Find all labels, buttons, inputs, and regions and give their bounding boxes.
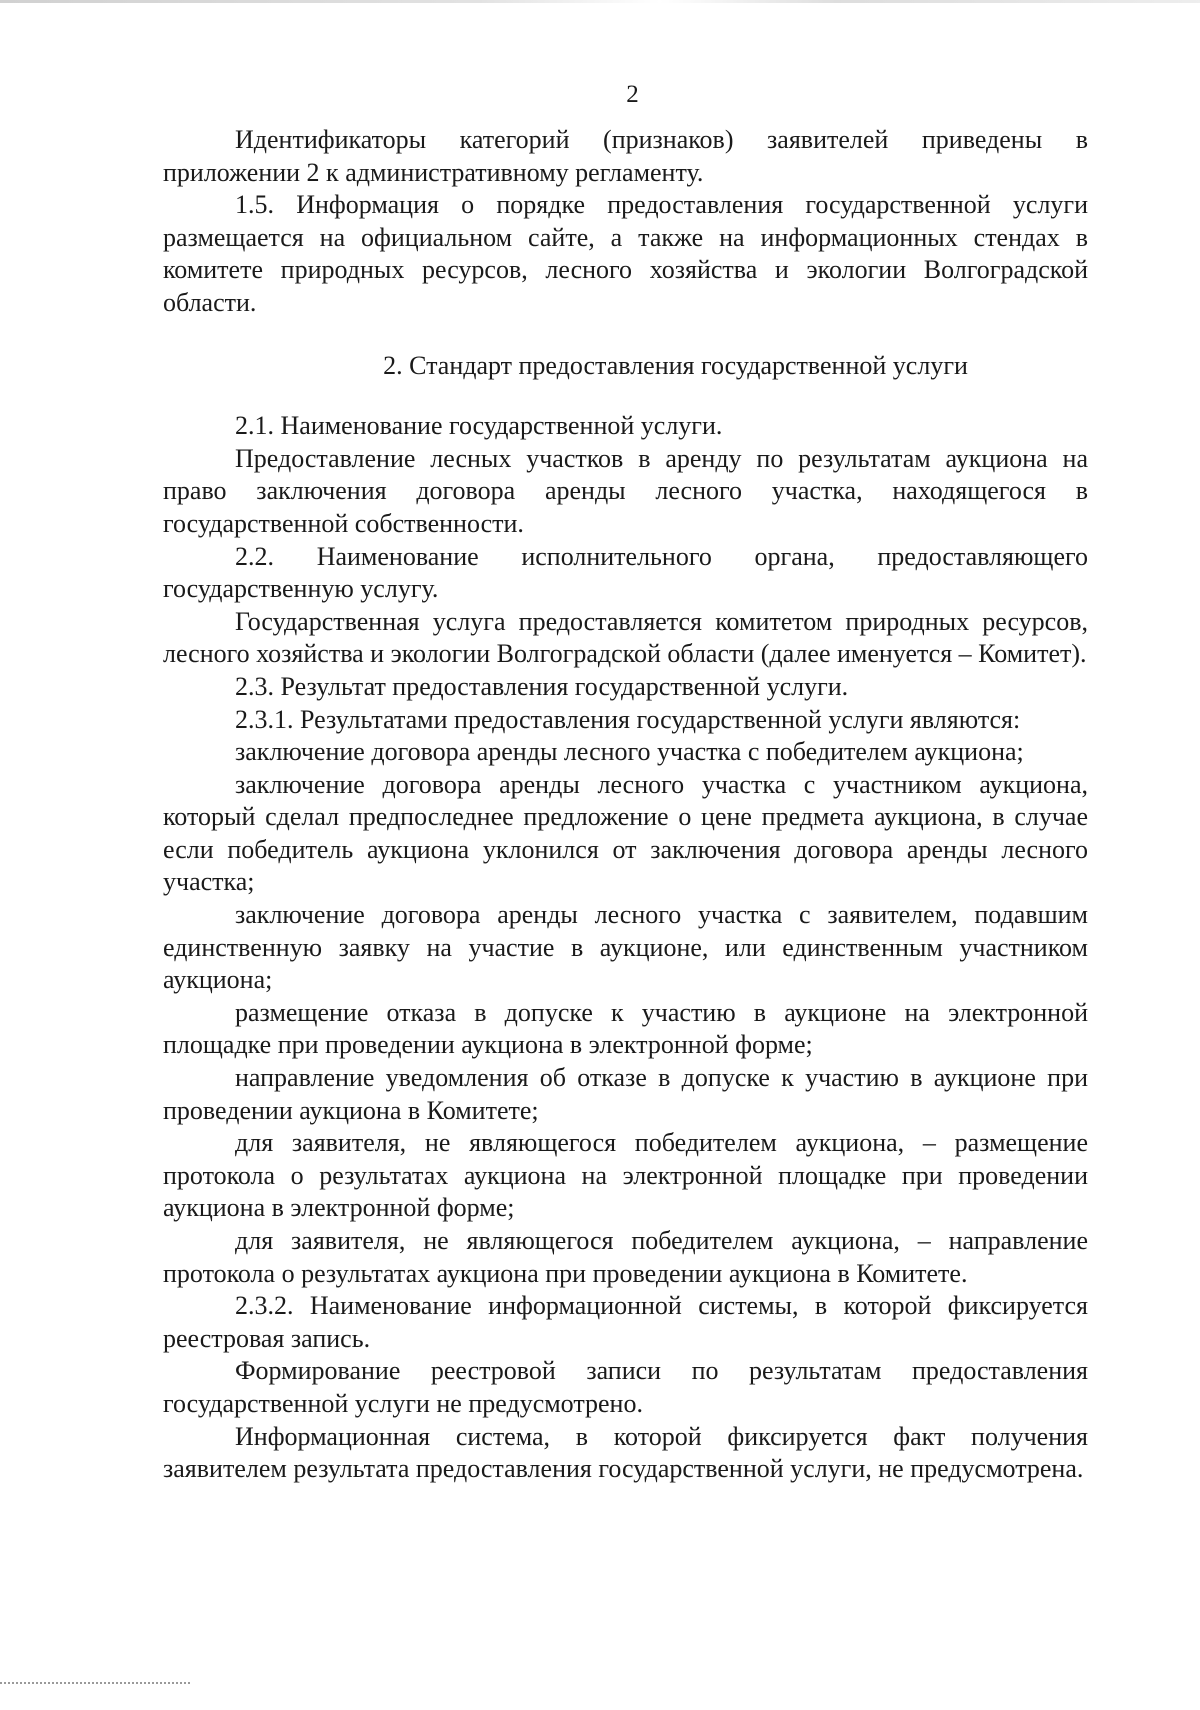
paragraph-registry-record: Формирование реестровой записи по результатам предоставления государственной услуги не предусмотрено.	[163, 1356, 1088, 1418]
scan-edge-top	[0, 0, 1200, 3]
list-item-result-refusal-electronic: размещение отказа в допуске к участию в аукционе на электронной площадке при проведении аукциона в электронной форме;	[163, 997, 1088, 1060]
paragraph-2-3-2-title: 2.3.2. Наименование информационной системы, в которой фиксируется реестровая запись.	[163, 1291, 1088, 1353]
list-item-result-single-applicant: заключение договора аренды лесного участка с заявителем, подавшим единственную заявку на участие в аукционе, или единственным участником аукциона;	[163, 900, 1088, 995]
paragraph-1-5-information: 1.5. Информация о порядке предоставления государственной услуги размещается на официальном сайте, а также на информационных стендах в комитете природных ресурсов, лесного хозяйства и экологии Волгоградской области.	[163, 190, 1088, 317]
section-heading-2: 2. Стандарт предоставления государственной услуги	[383, 350, 968, 380]
paragraph-2-3-title: 2.3. Результат предоставления государственной услуги.	[235, 671, 849, 701]
paragraph-2-1-title: 2.1. Наименование государственной услуги.	[235, 411, 723, 441]
list-item-result-protocol-committee: для заявителя, не являющегося победителем аукциона, – направление протокола о результатах аукциона при проведении аукциона в Комитете.	[163, 1226, 1088, 1288]
list-item-result-protocol-electronic: для заявителя, не являющегося победителем аукциона, – размещение протокола о результатах аукциона на электронной площадке при проведении аукциона в электронной форме;	[163, 1128, 1088, 1223]
paragraph-applicant-identifiers: Идентификаторы категорий (признаков) заявителей приведены в приложении 2 к административному регламенту.	[163, 125, 1088, 187]
document-body	[163, 124, 1088, 1486]
paragraph-2-2-text: Государственная услуга предоставляется комитетом природных ресурсов, лесного хозяйства и экологии Волгоградской области (далее именуется – Комитет).	[163, 606, 1088, 669]
paragraph-information-system: Информационная система, в которой фиксируется факт получения заявителем результата предоставления государственной услуги, не предусмотрена.	[163, 1421, 1088, 1484]
list-item-result-winner: заключение договора аренды лесного участка с победителем аукциона;	[235, 737, 1024, 767]
paragraph-2-3-1-title: 2.3.1. Результатами предоставления государственной услуги являются:	[235, 704, 1021, 734]
scan-edge-bottom	[0, 1680, 190, 1684]
paragraph-2-2-title: 2.2. Наименование исполнительного органа, предоставляющего государственную услугу.	[163, 541, 1088, 604]
page-number: 2	[626, 81, 639, 108]
paragraph-2-1-text: Предоставление лесных участков в аренду по результатам аукциона на право заключения договора аренды лесного участка, находящегося в государственной собственности.	[163, 443, 1088, 538]
list-item-result-second-bidder: заключение договора аренды лесного участка с участником аукциона, который сделал предпоследнее предложение о цене предмета аукциона, в случае если победитель аукциона уклонился от заключения договора аренды лесного участка;	[163, 769, 1088, 897]
list-item-result-refusal-committee: направление уведомления об отказе в допуске к участию в аукционе при проведении аукциона в Комитете;	[163, 1063, 1088, 1125]
